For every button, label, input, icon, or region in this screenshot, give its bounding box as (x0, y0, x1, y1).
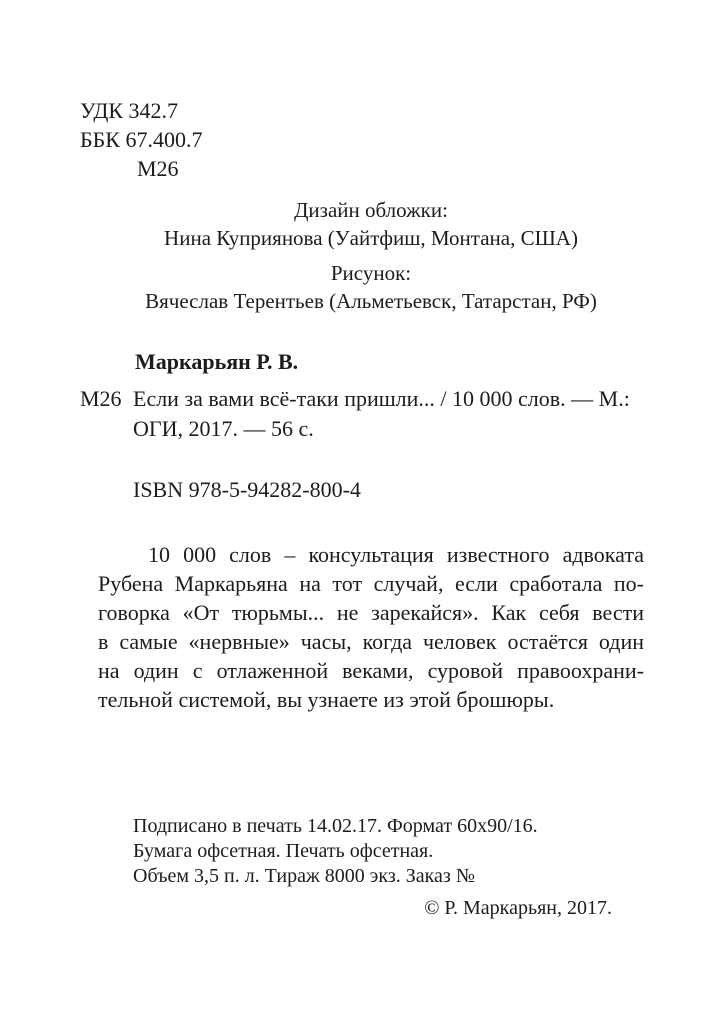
bibliographic-description (133, 384, 646, 444)
annotation-paragraph (98, 540, 644, 714)
annotation-line: Рубена Маркарьяна на тот случай, если сработала по- (98, 571, 644, 596)
author-sign-top: М26 (137, 156, 179, 181)
bbk-code: ББК 67.400.7 (80, 127, 203, 152)
print-info-line: Подписано в печать 14.02.17. Формат 60х90/16. (133, 815, 538, 837)
bibliographic-description-line: Если за вами всё-таки пришли... / 10 000 слов. — М.: (133, 386, 630, 411)
cover-designer: Нина Куприянова (Уайтфиш, Монтана, США) (164, 226, 578, 250)
annotation-line: в самые «нервные» часы, когда человек остаётся один (98, 629, 644, 654)
annotation-line: тельной системой, вы узнаете из этой брошюры. (98, 687, 555, 712)
bibliographic-description-line: ОГИ, 2017. — 56 с. (133, 416, 314, 441)
print-info-line: Объем 3,5 п. л. Тираж 8000 экз. Заказ № (133, 865, 475, 887)
annotation-line: говорка «От тюрьмы... не зарекайся». Как себя вести (98, 600, 644, 625)
bibliographic-entry (80, 384, 646, 444)
annotation-line: на один с отлаженной веками, суровой правоохрани- (98, 658, 644, 683)
copyright-notice: © Р. Маркарьян, 2017. (424, 897, 612, 919)
annotation-line: 10 000 слов – консультация известного адвоката (148, 542, 644, 567)
credits-block (98, 196, 644, 315)
cover-design-label: Дизайн обложки: (294, 198, 448, 222)
print-info-block (133, 814, 538, 889)
print-info-line: Бумага офсетная. Печать офсетная. (133, 840, 434, 862)
classification-block (80, 96, 202, 183)
illustrator: Вячеслав Терентьев (Альметьевск, Татарстан, РФ) (145, 289, 597, 313)
author-name: Маркарьян Р. В. (135, 349, 299, 374)
illustration-label: Рисунок: (330, 261, 412, 285)
author-sign-entry: М26 (80, 386, 122, 411)
isbn-number: ISBN 978-5-94282-800-4 (133, 477, 361, 502)
udc-code: УДК 342.7 (80, 98, 179, 123)
